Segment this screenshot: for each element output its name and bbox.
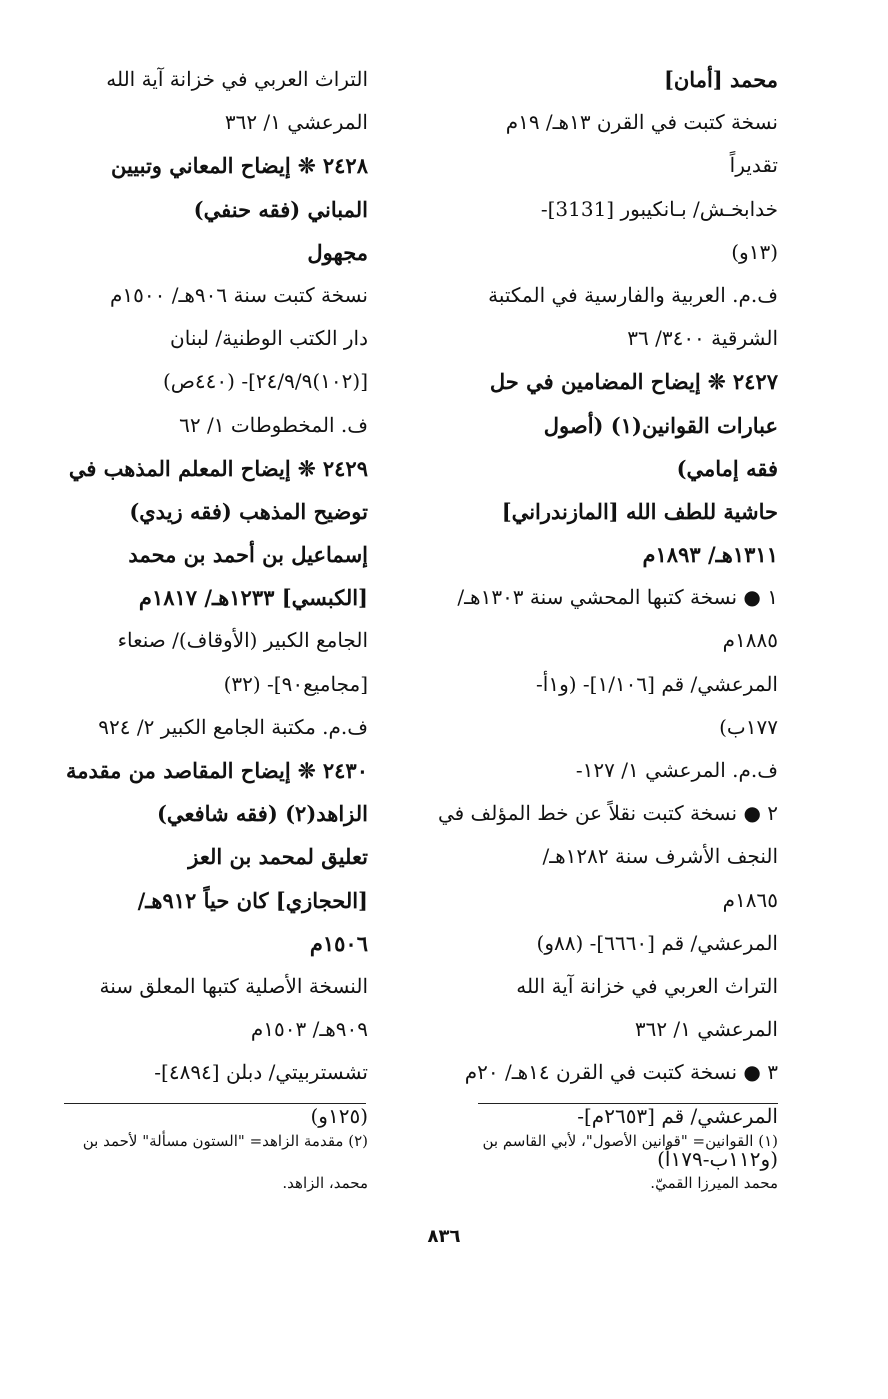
entry-text-line: دار الكتب الوطنية/ لبنان [170,326,368,351]
entry-heading-line: تعليق لمحمد بن العز [188,844,368,870]
entry-heading-line: ٢٤٢٩ ❊ إيضاح المعلم المذهب في [68,455,368,481]
entry-text-line: ف. المخطوطات ١/ ٦٢ [179,412,368,437]
entry-text-line: ف.م. مكتبة الجامع الكبير ٢/ ٩٢٤ [98,714,368,739]
entry-text-line: ١٨٨٥م [722,628,778,653]
footnote-left [58,1120,368,1204]
entry-text-line: تشستربيتي/ دبلن [٤٨٩٤]- [154,1060,368,1085]
entry-heading-line: ١٥٠٦م [309,930,368,956]
footnote-right [448,1120,778,1204]
entry-text-line: الجامع الكبير (الأوقاف)/ صنعاء [117,628,368,653]
entry-text-line: [(١٠٢)٢٤/٩/٩]- (٤٤٠ص) [162,369,368,394]
entry-text-line: المرعشي/ قم [١/١٠٦]- (و١أ- [535,671,778,696]
entry-text-line: نسخة كتبت في القرن ١٣هـ/ ١٩م [505,110,778,135]
entry-heading-line: ٢٤٢٨ ❊ إيضاح المعاني وتبيين [110,153,368,179]
entry-text-line: ٢ ● نسخة كتبت نقلاً عن خط المؤلف في [437,801,778,826]
footnote-rule-right [478,1103,778,1104]
entry-text-line: المرعشي/ قم [٢٦٥٣م]- [577,1103,778,1128]
footnote-line: محمد، الزاهد. [282,1174,368,1192]
entry-heading-line: محمد [أمان] [663,67,778,92]
right-column [437,58,778,1181]
entry-heading-line: عبارات القوانين(١) (أصول [543,412,778,438]
entry-text-line: النجف الأشرف سنة ١٢٨٢هـ/ [542,844,778,869]
entry-text-line: ف.م. المرعشي ١/ ١٢٧- [575,758,778,782]
entry-text-line: تقديراً [729,153,778,178]
footnote-line: (٢) مقدمة الزاهد= "الستون مسألة" لأحمد بن [82,1132,368,1150]
entry-heading-line: ٢٤٢٧ ❊ إيضاح المضامين في حل [489,369,778,395]
footnote-line: محمد الميرزا القميّ. [650,1174,778,1192]
entry-text-line: ٩٠٩هـ/ ١٥٠٣م [250,1017,368,1042]
entry-heading-line: مجهول [307,239,368,265]
entry-text-line: ف.م. العربية والفارسية في المكتبة [488,282,778,307]
entry-text-line: المرعشي ١/ ٣٦٢ [224,110,368,135]
footnote-line: (١) القوانين= "قوانين الأصول"، لأبي القاسم بن [482,1132,778,1150]
entry-text-line: التراث العربي في خزانة آية الله [516,973,778,998]
footnote-rule-left [64,1103,366,1104]
entry-heading-line: حاشية للطف الله [المازندراني] [501,498,778,524]
entry-text-line: التراث العربي في خزانة آية الله [106,67,368,91]
entry-text-line: النسخة الأصلية كتبها المعلق سنة [99,973,368,998]
entry-text-line: المرعشي ١/ ٣٦٢ [634,1017,778,1042]
entry-text-line: الشرقية ٣٤٠٠/ ٣٦ [627,326,778,351]
entry-heading-line: ٢٤٣٠ ❊ إيضاح المقاصد من مقدمة [65,758,368,783]
entry-heading-line: [الحجازي] كان حياً ٩١٢هـ/ [137,887,368,913]
entry-heading-line: توضيح المذهب (فقه زيدي) [129,498,368,524]
entry-text-line: ١ ● نسخة كتبها المحشي سنة ١٣٠٣هـ/ [457,585,778,610]
entry-text-line: المرعشي/ قم [٦٦٦٠]- (٨٨و) [536,930,778,955]
entry-text-line: (و١١٢ب-١٧٩أ) [657,1146,778,1171]
entry-text-line: خدابخـش/ بـانكيبور [3131]- [540,196,778,221]
entry-text-line: ٣ ● نسخة كتبت في القرن ١٤هـ/ ٢٠م [464,1060,778,1085]
entry-heading-line: الزاهد(٢) (فقه شافعي) [157,801,368,827]
entry-heading-line: ١٣١١هـ/ ١٨٩٣م [642,542,778,568]
entry-heading-line: المباني (فقه حنفي) [193,196,368,222]
entry-text-line: ١٧٧ب) [719,714,778,739]
left-column [65,58,368,1138]
entry-text-line: [مجاميع٩٠]- (٣٢) [223,671,368,696]
entry-text-line: (١٣و) [731,239,778,264]
entry-heading-line: [الكبسي] ١٢٣٣هـ/ ١٨١٧م [138,585,368,611]
entry-heading-line: إسماعيل بن أحمد بن محمد [128,542,368,568]
entry-text-line: نسخة كتبت سنة ٩٠٦هـ/ ١٥٠٠م [110,282,368,307]
entry-text-line: ١٨٦٥م [722,887,778,912]
entry-text-line: (١٢٥و) [310,1103,368,1128]
entry-heading-line: فقه إمامي) [676,455,778,481]
page-number: ٨٣٦ [427,1226,461,1247]
